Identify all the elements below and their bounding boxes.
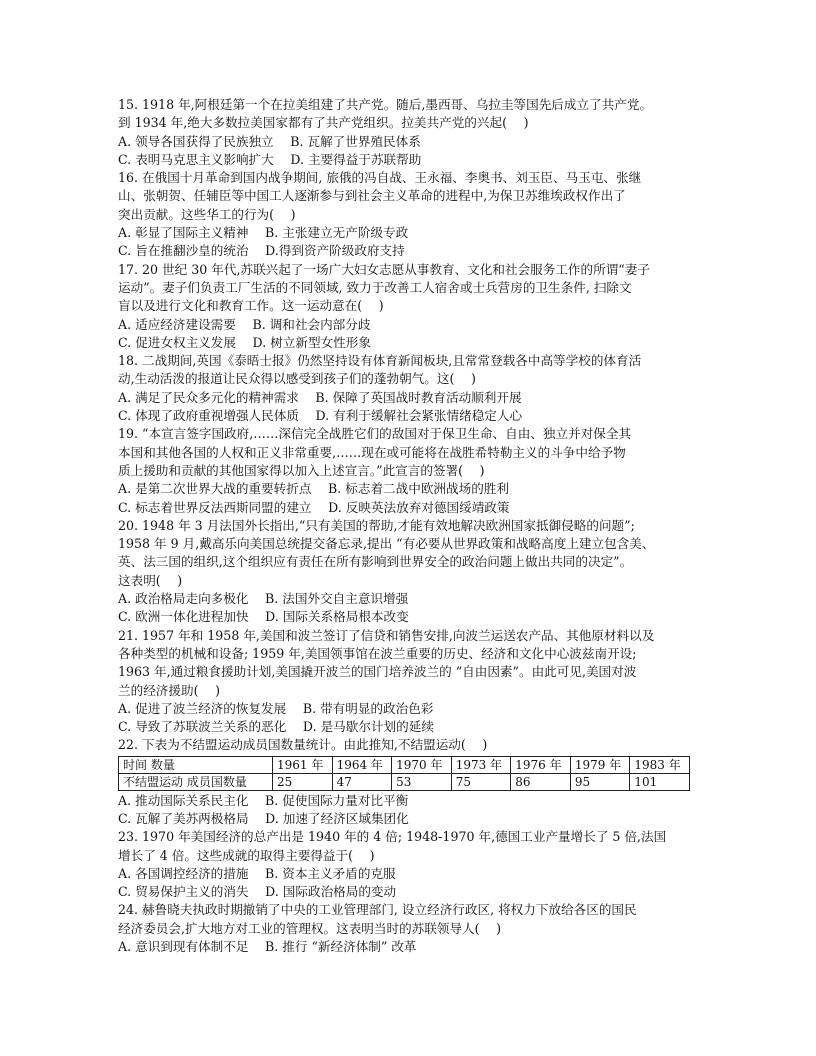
text-line: 山、张朝贺、任辅臣等中国工人逐渐参与到社会主义革命的进程中,为保卫苏维埃政权作出了 <box>118 188 626 204</box>
text-line: 17. 20 世纪 30 年代,苏联兴起了一场广大妇女志愿从事教育、文化和社会服务工作的所谓“妻子 <box>118 261 650 277</box>
text-line: 运动”。妻子们负责工厂生活的不同领域, 致力于改善工人宿舍或士兵营房的卫生条件, 扫除文 <box>118 279 632 295</box>
text-line: 突出贡献。这些华工的行为( ) <box>118 206 296 222</box>
table-row-label: 不结盟运动 成员国数量 <box>119 773 273 790</box>
exam-page <box>118 96 702 956</box>
text-line: 1958 年 9 月,戴高乐向美国总统提交备忘录,提出 “有必要从世界政策和战略高度上建立包含美、 <box>118 536 655 552</box>
nam-member-table <box>118 756 690 791</box>
text-line: 16. 在俄国十月革命到国内战争期间, 旅俄的冯自战、王永福、李奥书、刘玉臣、马玉屯、张继 <box>118 170 642 186</box>
text-line: 23. 1970 年美国经济的总产出是 1940 年的 4 倍; 1948-1970 年,德国工业产量增长了 5 倍,法国 <box>118 829 667 845</box>
text-line: C. 体现了政府重视增强人民体质 D. 有利于缓解社会紧张情绪稳定人心 <box>118 408 523 424</box>
text-line: 这表明( ) <box>118 572 183 588</box>
text-line: A. 意识到现有体制不足 B. 推行 “新经济体制” 改革 <box>118 939 417 955</box>
text-line: A. 彰显了国际主义精神 B. 主张建立无产阶级专政 <box>118 225 409 241</box>
table-year-cell: 1970 年 <box>392 756 452 773</box>
text-line: 18. 二战期间,英国《泰晤士报》仍然坚持设有体育新闻板块,且常常登载各中高等学校的体育活 <box>118 353 642 369</box>
text-line: A. 推动国际关系民主化 B. 促使国际力量对比平衡 <box>118 792 409 808</box>
table-count-cell: 53 <box>392 773 452 790</box>
text-line: C. 标志着世界反法西斯同盟的建立 D. 反映英法放弃对德国绥靖政策 <box>118 499 510 515</box>
table-count-cell: 86 <box>511 773 571 790</box>
text-line: A. 领导各国获得了民族独立 B. 瓦解了世界殖民体系 <box>118 133 421 149</box>
text-line: 本国和其他各国的人权和正义非常重要,……现在或可能将在战胜希特勒主义的斗争中给予物 <box>118 444 626 460</box>
table-header-row <box>119 756 690 773</box>
text-line: 盲以及进行文化和教育工作。这一运动意在( ) <box>118 298 384 314</box>
text-line: 1963 年,通过粮食援助计划,美国撬开波兰的国门培养波兰的 “自由因素”。由此可见,美国对波 <box>118 664 637 680</box>
text-line: C. 瓦解了美苏两极格局 D. 加速了经济区域集团化 <box>118 810 409 826</box>
text-line: C. 导致了苏联波兰关系的恶化 D. 是马歇尔计划的延续 <box>118 719 434 735</box>
text-line: 22. 下表为不结盟运动成员国数量统计。由此推知,不结盟运动( ) <box>118 737 488 753</box>
text-line: 各种类型的机械和设备; 1959 年,美国领事馆在波兰重要的历史、经济和文化中心波兹南开设; <box>118 645 637 661</box>
text-line: 质上援助和贡献的其他国家得以加入上述宣言。”此宣言的签署( ) <box>118 462 485 478</box>
table-header-label: 时间 数量 <box>119 756 273 773</box>
text-line: C. 贸易保护主义的消失 D. 国际政治格局的变动 <box>118 884 397 900</box>
nam-member-table-wrap <box>118 756 702 791</box>
table-year-cell: 1961 年 <box>273 756 333 773</box>
table-year-cell: 1979 年 <box>570 756 630 773</box>
text-line: 21. 1957 年和 1958 年,美国和波兰签订了信贷和销售安排,向波兰运送农产品、其他原材料以及 <box>118 627 655 643</box>
table-year-cell: 1976 年 <box>511 756 571 773</box>
text-line: 20. 1948 年 3 月法国外长指出,“只有美国的帮助,才能有效地解决欧洲国家抵御侵略的问题”; <box>118 517 635 533</box>
table-year-cell: 1973 年 <box>451 756 511 773</box>
text-line: C. 欧洲一体化进程加快 D. 国际关系格局根本改变 <box>118 609 409 625</box>
questions-22-24 <box>118 792 702 957</box>
table-count-cell: 95 <box>570 773 630 790</box>
table-count-cell: 47 <box>332 773 392 790</box>
text-line: A. 各国调控经济的措施 B. 资本主义矛盾的克服 <box>118 865 396 881</box>
text-line: A. 满足了民众多元化的精神需求 B. 保障了英国战时教育活动顺利开展 <box>118 389 522 405</box>
text-line: C. 促进女权主义发展 D. 树立新型女性形象 <box>118 334 371 350</box>
table-data-row <box>119 773 690 790</box>
text-line: 动,生动活泼的报道让民众得以感受到孩子们的蓬勃朝气。这( ) <box>118 371 476 387</box>
table-year-cell: 1983 年 <box>630 756 690 773</box>
text-line: 经济委员会,扩大地方对工业的管理权。这表明当时的苏联领导人( ) <box>118 920 502 936</box>
text-line: 英、法三国的组织,这个组织应有责任在所有影响到世界安全的政治问题上做出共同的决定”。 <box>118 554 633 570</box>
text-line: 19. “本宣言签字国政府,……深信完全战胜它们的敌国对于保卫生命、自由、独立并对保全其 <box>118 426 632 442</box>
text-line: A. 促进了波兰经济的恢复发展 B. 带有明显的政治色彩 <box>118 700 434 716</box>
text-line: C. 表明马克思主义影响扩大 D. 主要得益于苏联帮助 <box>118 151 422 167</box>
text-line: A. 适应经济建设需要 B. 调和社会内部分歧 <box>118 316 371 332</box>
table-count-cell: 75 <box>451 773 511 790</box>
text-line: 到 1934 年,绝大多数拉美国家都有了共产党组织。拉美共产党的兴起( ) <box>118 115 529 131</box>
text-line: 兰的经济援助( ) <box>118 682 220 698</box>
text-line: 24. 赫鲁晓夫执政时期撤销了中央的工业管理部门, 设立经济行政区, 将权力下放给各区的国民 <box>118 902 637 918</box>
text-line: C. 旨在推翻沙皇的统治 D.得到资产阶级政府支持 <box>118 243 405 259</box>
table-count-cell: 101 <box>630 773 690 790</box>
text-line: 15. 1918 年,阿根廷第一个在拉美组建了共产党。随后,墨西哥、乌拉圭等国先后成立了共产党。 <box>118 97 653 112</box>
questions-15-22 <box>118 96 702 755</box>
text-line: A. 是第二次世界大战的重要转折点 B. 标志着二战中欧洲战场的胜利 <box>118 481 509 497</box>
text-line: A. 政治格局走向多极化 B. 法国外交自主意识增强 <box>118 591 409 607</box>
text-line: 增长了 4 倍。这些成就的取得主要得益于( ) <box>118 847 375 863</box>
table-count-cell: 25 <box>273 773 333 790</box>
table-year-cell: 1964 年 <box>332 756 392 773</box>
